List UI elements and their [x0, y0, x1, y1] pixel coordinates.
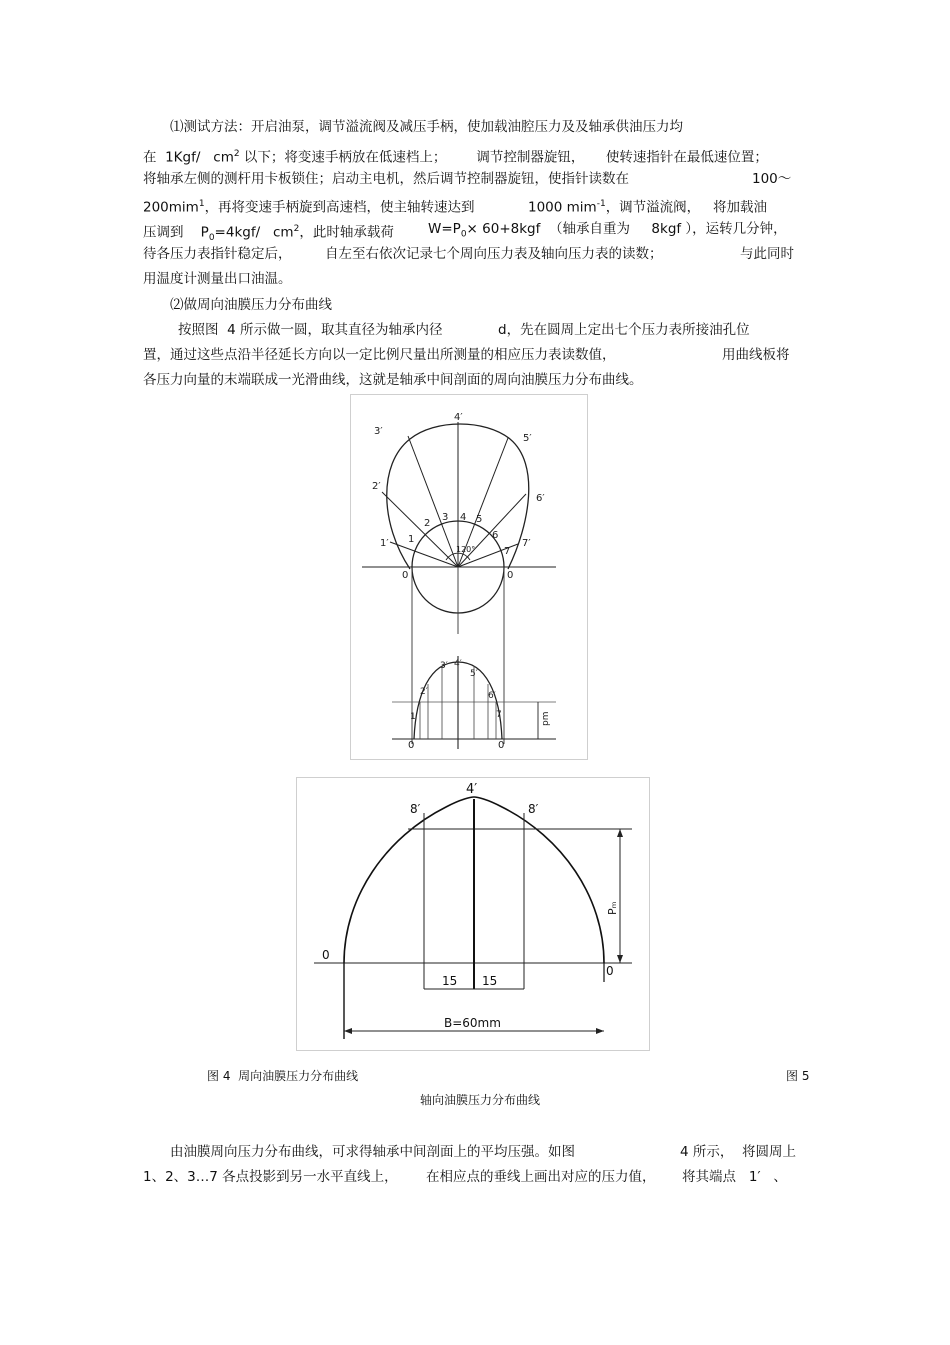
text: =4kgf/ cm — [214, 224, 294, 241]
p1-line-6-c — [740, 245, 794, 263]
p3-line-2-b — [426, 1168, 656, 1186]
text: 在 1Kgf/ cm — [143, 149, 234, 166]
superscript: 2 — [293, 224, 300, 234]
p2-line-1 — [178, 321, 442, 339]
figure-5-drawing — [296, 777, 650, 1051]
superscript: -1 — [596, 199, 606, 209]
text: 图 5 — [786, 1069, 810, 1083]
text: ⑵做周向油膜压力分布曲线 — [170, 297, 332, 313]
p3-line-2-c — [682, 1168, 787, 1186]
figure-5-number — [786, 1068, 809, 1084]
figure-5 — [296, 777, 650, 1051]
lower-label-1: 1′ — [410, 712, 418, 722]
figure-4-drawing — [350, 394, 588, 760]
zero-right: 0 — [507, 570, 514, 581]
p3-line-1 — [170, 1143, 575, 1161]
zero-left: 0 — [402, 570, 409, 581]
zero-left: 0 — [322, 948, 330, 962]
p1-line-5-b — [428, 220, 787, 244]
text: 置，通过这些点沿半径延长方向以一定比例尺量出所测量的相应压力表读数值， — [143, 347, 616, 363]
lower-label-4: 4′ — [454, 659, 462, 669]
p2-heading — [170, 296, 332, 314]
text: 轴向油膜压力分布曲线 — [420, 1093, 541, 1107]
subscript: 0 — [460, 229, 467, 240]
p1-line-6-b — [325, 245, 663, 263]
radial-line-2 — [382, 492, 458, 567]
p2-line-2-b — [722, 346, 790, 364]
dim-15-right: 15 — [482, 974, 498, 988]
label-5-prime: 5′ — [523, 433, 532, 444]
text: 由油膜周向压力分布曲线，可求得轴承中间剖面上的平均压强。如图 — [170, 1144, 575, 1160]
text: ，调节溢流阀， 将加载油 — [605, 199, 768, 216]
p1-line-3-end — [752, 170, 791, 188]
lower-label-2: 2′ — [420, 687, 428, 697]
p1-line-6 — [143, 245, 292, 263]
label-6: 6 — [492, 530, 499, 541]
label-8-prime-right: 8′ — [528, 802, 539, 816]
text: W=P — [428, 221, 461, 237]
radial-line-3 — [408, 436, 458, 567]
label-2: 2 — [424, 518, 431, 529]
zero-lower-left: 0 — [408, 740, 415, 751]
radial-line-1 — [390, 542, 458, 567]
arrow-left — [344, 1028, 352, 1034]
zero-lower-right: 0 — [498, 740, 505, 751]
figure-4-labels — [372, 412, 551, 751]
subscript: 0 — [208, 233, 215, 244]
pm-label: pm — [541, 711, 551, 726]
text: 将轴承左侧的测杆用卡板锁住；启动主电机，然后调节控制器旋钮，使指针读数在 — [143, 171, 629, 187]
p1-line-7 — [143, 270, 292, 288]
figure-5-caption — [420, 1092, 540, 1108]
text: 将其端点 1′ 、 — [682, 1169, 787, 1185]
text: ，此时轴承载荷 — [299, 224, 394, 241]
text: 自左至右依次记录七个周向压力表及轴向压力表的读数； — [325, 246, 663, 262]
dim-15-left: 15 — [442, 974, 458, 988]
p2-line-1-b — [498, 321, 750, 339]
zero-right: 0 — [606, 964, 614, 978]
p2-line-3 — [143, 371, 643, 389]
label-2-prime: 2′ — [372, 481, 381, 492]
label-8-prime-left: 8′ — [410, 802, 421, 816]
label-3: 3 — [442, 512, 449, 523]
arrow-up — [617, 829, 623, 837]
p1-line-2 — [143, 145, 768, 167]
p3-line-2 — [143, 1168, 398, 1186]
superscript: 2 — [233, 149, 240, 159]
text: 在相应点的垂线上画出对应的压力值， — [426, 1169, 656, 1185]
text: × 60+8kgf （轴承自重为 8kgf ），运转几分钟， — [466, 221, 787, 237]
superscript: 1 — [198, 199, 205, 209]
pm-label: Pₘ — [606, 901, 619, 915]
text: 用曲线板将 — [722, 347, 790, 363]
text: 图 4 周向油膜压力分布曲线 — [207, 1069, 359, 1083]
text: ⑴测试方法：开启油泵，调节溢流阀及减压手柄，使加载油腔压力及及轴承供油压力均 — [170, 119, 683, 135]
p1-line-5 — [143, 220, 394, 247]
text: d，先在圆周上定出七个压力表所接油孔位 — [498, 322, 750, 338]
text: 200mim — [143, 199, 199, 216]
label-6-prime: 6′ — [536, 493, 545, 504]
text: 用温度计测量出口油温。 — [143, 271, 292, 287]
label-1-prime: 1′ — [380, 538, 389, 549]
figure-5-labels — [322, 782, 619, 1030]
text: 压调到 P — [143, 224, 209, 241]
label-7-prime: 7′ — [522, 538, 531, 549]
text: 与此同时 — [740, 246, 794, 262]
lower-label-5: 5′ — [470, 669, 478, 679]
text: 待各压力表指针稳定后， — [143, 246, 292, 262]
label-1: 1 — [408, 534, 415, 545]
lower-label-7: 7 — [496, 710, 502, 720]
lower-label-6: 6′ — [488, 691, 496, 701]
label-4-prime: 4′ — [466, 782, 478, 797]
label-7: 7 — [504, 546, 511, 557]
label-4: 4 — [460, 512, 467, 523]
p1-line-4 — [143, 195, 475, 217]
lower-label-3: 3′ — [440, 661, 448, 671]
p1-line-4-b — [528, 195, 767, 217]
figure-4-caption — [207, 1068, 358, 1084]
text: 1000 mim — [528, 199, 597, 216]
text: 1、2、3…7 各点投影到另一水平直线上， — [143, 1169, 398, 1185]
text: 各压力向量的末端联成一光滑曲线，这就是轴承中间剖面的周向油膜压力分布曲线。 — [143, 372, 643, 388]
angle-label: 120° — [456, 545, 476, 554]
width-label: B=60mm — [444, 1016, 501, 1030]
p1-line-1 — [170, 118, 683, 136]
arrow-right — [596, 1028, 604, 1034]
label-5: 5 — [476, 514, 483, 525]
text: 按照图 4 所示做一圆，取其直径为轴承内径 — [178, 322, 443, 338]
text: 100～ — [752, 171, 792, 187]
figure-frame — [351, 395, 588, 760]
label-4-prime: 4′ — [454, 412, 463, 423]
p1-line-3 — [143, 170, 629, 188]
p3-line-1-b — [680, 1143, 796, 1161]
text: 4 所示， 将圆周上 — [680, 1144, 796, 1160]
label-3-prime: 3′ — [374, 426, 383, 437]
text: ，再将变速手柄旋到高速档，使主轴转速达到 — [204, 199, 475, 216]
figure-4 — [350, 394, 588, 760]
p2-line-2 — [143, 346, 616, 364]
text: 以下；将变速手柄放在低速档上； 调节控制器旋钮， 使转速指针在最低速位置； — [239, 149, 768, 166]
arrow-down — [617, 955, 623, 963]
